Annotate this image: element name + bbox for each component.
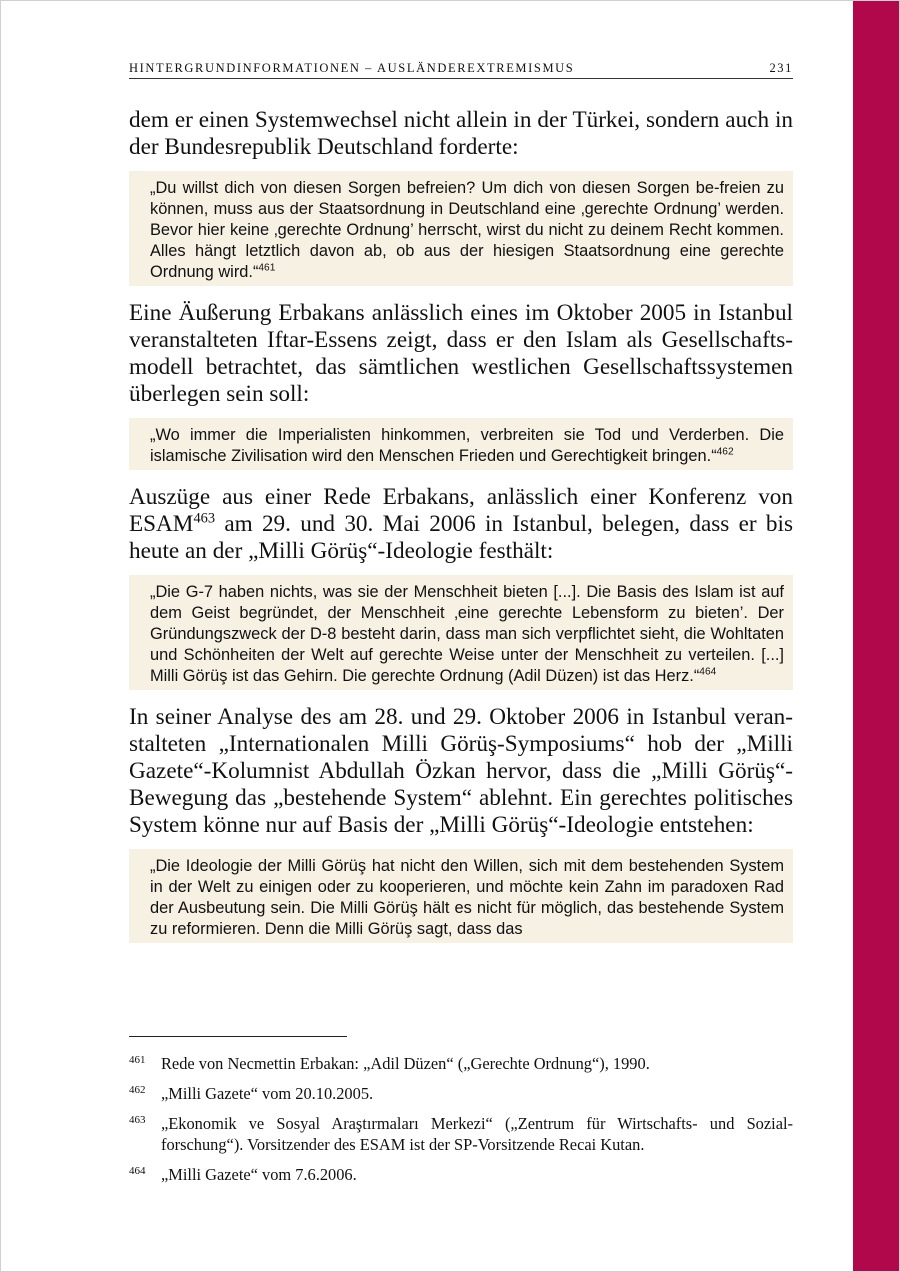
quote-2 bbox=[129, 418, 793, 470]
paragraph-1: dem er einen Systemwechsel nicht allein in der Türkei, sondern auch in der Bundesrepublik Deutschland forderte: bbox=[129, 107, 793, 160]
footnote-ref-463: 463 bbox=[193, 510, 215, 527]
quote-1-text: „Du willst dich von diesen Sorgen befreien? Um dich von diesen Sorgen be-freien zu können, muss aus der Staatsordnung in Deutschland eine ‚gerechte Ordnung’ werden. Bevor hier keine ‚gerechte Ordnung’ herrscht, wirst du nicht zu deinem Recht kommen. Alles hängt letztlich davon ab, ob aus der hiesigen Staatsordnung eine gerechte Ordnung wird.“ bbox=[150, 179, 784, 281]
footnote-ref-462: 462 bbox=[716, 446, 734, 458]
quote-2-text: „Wo immer die Imperialisten hinkommen, verbreiten sie Tod und Verderben. Die islamische Zivilisation wird den Menschen Frieden und Gerechtigkeit bringen.“ bbox=[150, 426, 784, 465]
footnote-text: „Milli Gazete“ vom 7.6.2006. bbox=[161, 1165, 357, 1184]
footnote-number: 462 bbox=[129, 1084, 146, 1096]
footnote-number: 461 bbox=[129, 1054, 146, 1066]
paragraph-4: In seiner Analyse des am 28. und 29. Oktober 2006 in Istanbul veran-stalteten „Internationalen Milli Görüş-Symposiums“ hob der „Milli Gazete“-Kolumnist Abdullah Özkan hervor, dass die „Milli Görüş“-Bewegung das „bestehende System“ ablehnt. Ein gerechtes politisches System könne nur auf Basis der „Milli Görüş“-Ideologie entstehen: bbox=[129, 704, 793, 838]
footnotes bbox=[129, 1053, 793, 1194]
footnote-text: „Milli Gazete“ vom 20.10.2005. bbox=[161, 1084, 374, 1103]
main-content bbox=[129, 61, 793, 943]
footnote bbox=[129, 1053, 793, 1074]
side-color-bar bbox=[853, 1, 899, 1271]
footnote-text: Rede von Necmettin Erbakan: „Adil Düzen“ („Gerechte Ordnung“), 1990. bbox=[161, 1054, 650, 1073]
footnote bbox=[129, 1164, 793, 1185]
paragraph-2: Eine Äußerung Erbakans anlässlich eines im Oktober 2005 in Istanbul veranstalteten Iftar-Essens zeigt, dass er den Islam als Gesellschafts-modell betrachtet, das sämtlichen westlichen Gesellschaftssystemen überlegen sein soll: bbox=[129, 300, 793, 407]
quote-3-text: „Die G-7 haben nichts, was sie der Menschheit bieten [...]. Die Basis des Islam ist auf dem Geist begründet, der Menschheit ‚eine gerechte Lebensform zu bieten’. Der Gründungszweck der D-8 besteht darin, dass man sich verpflichtet sieht, die Wohltaten und Schönheiten der Welt auf gerechte Weise unter der Menschheit zu verteilen. [...] Milli Görüş ist das Gehirn. Die gerechte Ordnung (Adil Düzen) ist das Herz.“ bbox=[150, 583, 784, 685]
footnote-number: 464 bbox=[129, 1165, 146, 1177]
quote-4 bbox=[129, 849, 793, 943]
footnote bbox=[129, 1083, 793, 1104]
footnote-text: „Ekonomik ve Sosyal Araştırmaları Merkezi“ („Zentrum für Wirtschafts- und Sozial-forschung“). Vorsitzender des ESAM ist der SP-Vorsitzende Recai Kutan. bbox=[161, 1114, 793, 1154]
footnote-ref-464: 464 bbox=[699, 666, 717, 678]
quote-3 bbox=[129, 575, 793, 690]
footnote-separator bbox=[129, 1036, 347, 1037]
paragraph-3 bbox=[129, 484, 793, 565]
footnote-ref-461: 461 bbox=[258, 262, 276, 274]
footnote bbox=[129, 1113, 793, 1155]
header-title: HINTERGRUNDINFORMATIONEN – AUSLÄNDEREXTREMISMUS bbox=[129, 61, 575, 75]
running-header bbox=[129, 61, 793, 79]
footnote-number: 463 bbox=[129, 1114, 146, 1126]
quote-4-text: „Die Ideologie der Milli Görüş hat nicht den Willen, sich mit dem bestehenden System in der Welt zu einigen oder zu kooperieren, und möchte kein Zahn im paradoxen Rad der Ausbeutung sein. Die Milli Görüş hält es nicht für möglich, das bestehende System zu reformieren. Denn die Milli Görüş sagt, dass das bbox=[150, 857, 784, 938]
page-number: 231 bbox=[769, 61, 793, 75]
paragraph-3-after: am 29. und 30. Mai 2006 in Istanbul, belegen, dass er bis heute an der „Milli Görüş“-Ideologie festhält: bbox=[129, 511, 793, 564]
paragraph-3-before: Auszüge aus einer Rede Erbakans, anlässlich einer Konferenz von ESAM bbox=[129, 484, 793, 537]
quote-1 bbox=[129, 171, 793, 286]
